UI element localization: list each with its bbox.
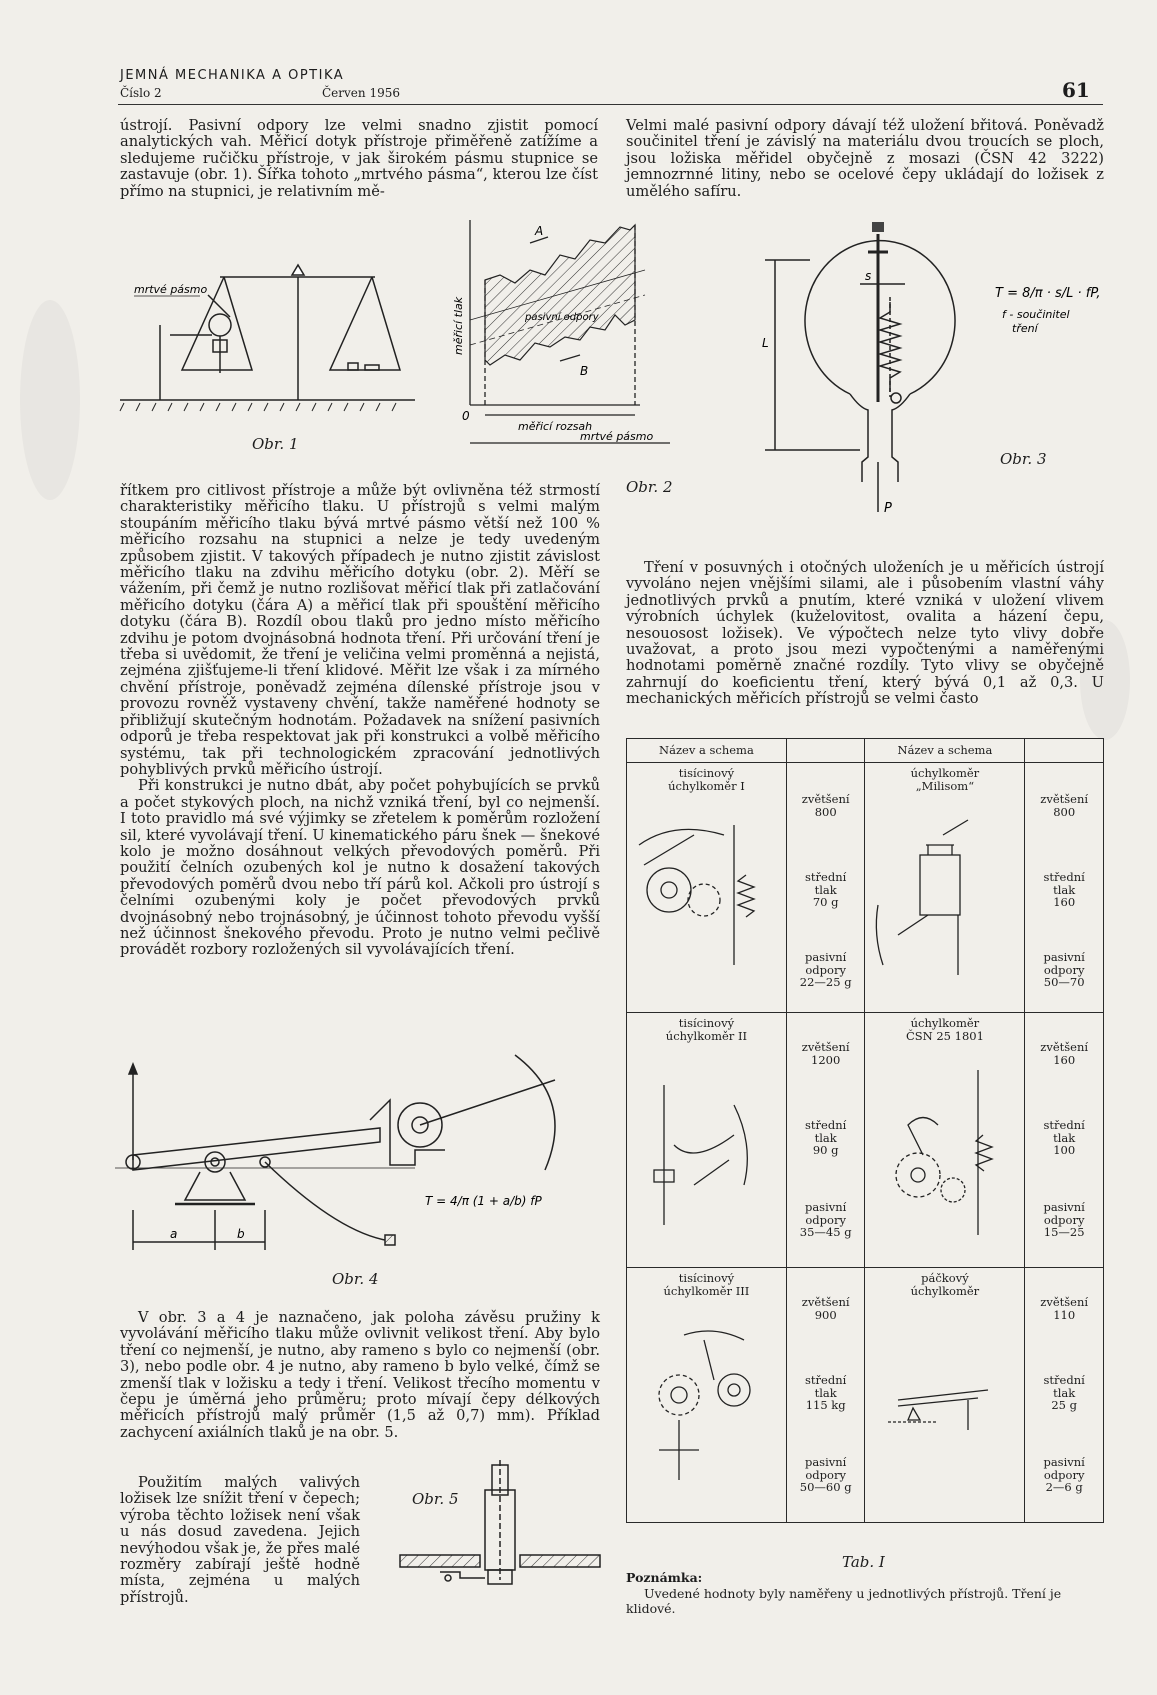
paper-stain	[20, 300, 80, 500]
schema-indicator-milisom	[868, 815, 1016, 985]
fig2-friction-band	[485, 225, 635, 365]
fig1-right-pan	[330, 277, 400, 370]
fig1-weight-2	[365, 365, 379, 370]
fig3-pivot	[891, 393, 901, 403]
page-number: 61	[1062, 78, 1090, 102]
fig2-friction-label: pasivní odpory	[525, 312, 599, 323]
issue-number: Číslo 2	[120, 86, 162, 100]
value-magnification: zvětšení 900	[801, 1295, 850, 1322]
fig1-gauge-dial	[209, 314, 231, 336]
value-friction: pasivní odpory 15—25	[1043, 1200, 1085, 1239]
fig5-plate-right	[520, 1555, 600, 1567]
fig4-label-a: a	[170, 1227, 178, 1241]
schema-indicator-1	[634, 815, 782, 975]
right-top-paragraph: Velmi malé pasivní odpory dávají též uložení břitová. Poněvadž součinitel tření je závislý na materiálu dvou troucích se ploch, jsou ložiska měřidel obyčejně z mosazi (ČSN 42 3222) jemnozrnné litiny, nebo se ocelové čepy ukládají do ložisek z umělého safíru.	[626, 117, 1104, 200]
fig4-support	[185, 1172, 245, 1200]
fig1-weight-1	[348, 363, 358, 370]
fig3-label-l: L	[762, 336, 769, 350]
fig2-arrow-b	[560, 355, 580, 361]
fig5-caption: Obr. 5	[412, 1490, 459, 1508]
value-mean-force: střední tlak 25 g	[1043, 1373, 1085, 1412]
fig4-spring-link	[265, 1162, 385, 1240]
value-magnification: zvětšení 1200	[801, 1040, 850, 1067]
fig4-pointer	[420, 1080, 555, 1125]
fig1-caption: Obr. 1	[252, 435, 299, 453]
schema-indicator-2	[634, 1065, 782, 1235]
instrument-name-right-3: páčkový úchylkoměr	[865, 1268, 1025, 1523]
value-mean-force: střední tlak 90 g	[805, 1118, 847, 1157]
fig3-top-cap	[872, 222, 884, 232]
fig2-dead-band-label: mrtvé pásmo	[580, 430, 654, 443]
left-middle-paragraph-2: Při konstrukci je nutno dbát, aby počet pohybujících se prvků a počet stykových ploch, na nichž vzniká tření, byl co nejmenší. I toto pravidlo má své výjimky se zřetelem k poměrům rozložení sil, které vyvolávají tření. U kinematického páru šnek — šnekové kolo je možno dosáhnout velkých převodových poměrů. Při použití čelních ozubených kol je nutno k dosažení takových převodových poměrů dvou nebo tří párů kol. Ačkoli pro ústrojí s čelními ozubenými koly je počet převodových prvků dvojnásobný nebo trojnásobný, je účinnost tohoto převodu vyšší než účinnost šnekového převodu. Proto je nutno velmi pečlivě provádět rozbory rozložených sil vyvolávajících tření.	[120, 777, 600, 959]
value-mean-force: střední tlak 70 g	[805, 870, 847, 909]
fig3-label-s: s	[865, 269, 872, 283]
value-magnification: zvětšení 160	[1040, 1040, 1089, 1067]
fig4-label-b: b	[237, 1227, 245, 1241]
value-magnification: zvětšení 800	[1040, 792, 1089, 819]
table-header-right: Název a schema	[865, 739, 1025, 763]
instrument-name-left-1: tisícinový úchylkoměr I	[627, 763, 787, 1013]
left-last-paragraph: Použitím malých valivých ložisek lze snížit tření v čepech; výroba těchto ložisek není však u nás dosud zavedena. Jejich nevýhodou však je, že přes malé rozměry zabírají ještě hodně místa, zejména u malých přístrojů.	[120, 1474, 360, 1606]
fig4-dial-arc	[515, 1055, 555, 1170]
figure-5	[400, 1460, 600, 1600]
fig1-pivot	[292, 265, 304, 275]
fig4-formula: T = 4/π (1 + a/b) fP	[425, 1194, 542, 1208]
fig3-label-p: P	[884, 501, 892, 516]
schema-indicator-csn	[868, 1065, 1016, 1245]
left-middle-text	[120, 483, 600, 959]
fig2-caption: Obr. 2	[626, 478, 673, 496]
fig4-segment	[370, 1100, 445, 1165]
table-header-left: Název a schema	[627, 739, 787, 763]
instrument-name-left-3: tisícinový úchylkoměr III	[627, 1268, 787, 1523]
left-middle-paragraph-1: řítkem pro citlivost přístroje a může být ovlivněna též strmostí charakteristiky měřicího tlaku. U přístrojů s velmi malým stoupáním měřicího tlaku bývá mrtvé pásmo větší než 100 % měřicího rozsahu na stupnici a nelze je tedy uvedeným způsobem zjistit. V takových případech je nutno zjistit závislost měřicího tlaku na zdvihu měřicího dotyku (obr. 2). Měří se vážením, při čemž je nutno rozlišovat měřicí tlak při zatlačování měřicího dotyku (čára A) a měřicí tlak při spouštění měřicího dotyku (čára B). Rozdíl obou tlaků pro jedno místo měřicího zdvihu je potom dvojnásobná hodnota tření. Při určování tření je třeba si uvědomit, že tření je veličina velmi proměnná a nejistá, zejména zjišťujeme-li tření klidové. Měřit lze však i za mírného chvění přístroje, poněvadž zejména dílenské přístroje jsou v provozu rovněž vystaveny chvění, takže naměřené hodnoty se přibližují skutečným hodnotám. Požadavek na snížení pasivních odporů je třeba respektovat jak při konstrukci a volbě měřicího systému, tak při technologickém zpracování jednotlivých pohyblivých prvků měřicího ústrojí.	[120, 482, 600, 778]
fig3-note-2: tření	[1012, 322, 1038, 335]
left-top-paragraph: ústrojí. Pasivní odpory lze velmi snadno zjistit pomocí analytických vah. Měřicí dotyk přístroje přiměřeně zatížíme a sledujeme ručičku přístroje, v jak širokém pásmu stupnice se zastavuje (obr. 1). Šířka tohoto „mrtvého pásma“, kterou lze číst přímo na stupnici, je relativním mě-	[120, 117, 598, 200]
table-note-title: Poznámka:	[626, 1570, 703, 1585]
value-mean-force: střední tlak 115 kg	[805, 1373, 847, 1412]
instrument-name-right-1: úchylkoměr „Milisom“	[865, 763, 1025, 1013]
fig2-label-a: A	[535, 224, 544, 238]
fig2-range-label: měřicí rozsah	[518, 420, 593, 433]
fig3-formula: T = 8/π · s/L · fP,	[995, 286, 1101, 301]
figure-2	[430, 215, 670, 450]
fig4-lever	[133, 1128, 380, 1170]
paper-stain	[1080, 620, 1130, 740]
table-caption: Tab. I	[842, 1553, 885, 1571]
right-middle-paragraph: Tření v posuvných i otočných uloženích je u měřicích ústrojí vyvoláno nejen vnějšími silami, ale i působením vlastní váhy jednotlivých prvků a pnutím, které vzniká v uložení vlivem výrobních úchylek (kuželovitost, ovalita a házení čepu, nesouosost ložisek). Ve výpočtech nelze tyto vlivy dobře uvažovat, a proto jsou mezi vypočtenými a naměřenými hodnotami poměrně značné rozdíly. Tyto vlivy se obyčejně zahrnují do koeficientu tření, který bývá 0,1 až 0,3. U mechanických měřicích přístrojů se velmi často	[626, 559, 1104, 708]
fig5-plate-left	[400, 1555, 480, 1567]
schema-lever-indicator	[868, 1360, 1016, 1460]
fig4-caption: Obr. 4	[332, 1270, 379, 1288]
instrument-name-right-2: úchylkoměr ČSN 25 1801	[865, 1013, 1025, 1268]
figure-1	[120, 255, 420, 425]
value-mean-force: střední tlak 100	[1043, 1118, 1085, 1157]
value-magnification: zvětšení 110	[1040, 1295, 1089, 1322]
instrument-name-left-2: tisícinový úchylkoměr II	[627, 1013, 787, 1268]
fig2-label-zero: 0	[462, 409, 470, 423]
value-friction: pasivní odpory 35—45 g	[799, 1200, 852, 1239]
value-friction: pasivní odpory 2—6 g	[1043, 1455, 1085, 1494]
issue-date: Červen 1956	[322, 86, 400, 100]
table-note-text: Uvedené hodnoty byly naměřeny u jednotlivých přístrojů. Tření je klidové.	[626, 1586, 1062, 1616]
left-bottom-paragraph: V obr. 3 a 4 je naznačeno, jak poloha závěsu pružiny k vyvolávání měřicího tlaku může ovlivnit velikost tření. Aby bylo tření co nejmenší, je nutno, aby rameno s bylo co nejmenší (obr. 3), nebo podle obr. 4 je nutno, aby rameno b bylo velké, čímž se zmenší tlak v ložisku a tedy i tření. Velikost třecího momentu v čepu je úměrná jeho průměru; proto mívají čepy délkových měřicích přístrojů malý průměr (1,5 až 0,7) mm). Příklad zachycení axiálních tlaků je na obr. 5.	[120, 1309, 600, 1441]
header-rule	[118, 104, 1103, 105]
value-friction: pasivní odpory 50—70	[1043, 950, 1085, 989]
value-friction: pasivní odpory 50—60 g	[799, 1455, 852, 1494]
fig3-caption: Obr. 3	[1000, 450, 1047, 468]
fig1-dead-band-label: mrtvé pásmo	[134, 283, 208, 296]
fig3-note-1: f - součinitel	[1002, 308, 1070, 321]
value-magnification: zvětšení 800	[801, 792, 850, 819]
fig2-label-b: B	[580, 364, 589, 378]
fig2-y-label: měřicí tlak	[452, 296, 465, 355]
value-friction: pasivní odpory 22—25 g	[799, 950, 852, 989]
schema-indicator-3	[634, 1320, 782, 1500]
journal-title: JEMNÁ MECHANIKA A OPTIKA	[120, 68, 345, 83]
figure-3	[762, 212, 1120, 532]
figure-4	[115, 1060, 600, 1265]
value-mean-force: střední tlak 160	[1043, 870, 1085, 909]
